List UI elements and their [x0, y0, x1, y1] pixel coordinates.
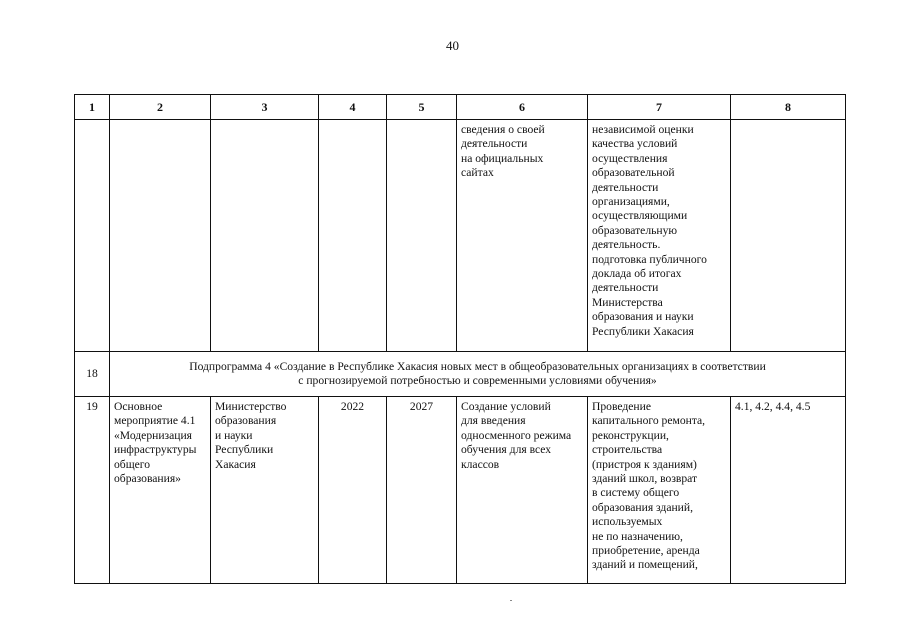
header-cell: 2 — [110, 95, 211, 120]
cell-empty — [75, 120, 110, 352]
scan-speck — [510, 600, 512, 601]
cell-empty — [211, 120, 319, 352]
header-cell: 1 — [75, 95, 110, 120]
cell-measure: Основное мероприятие 4.1 «Модернизация инфраструктуры общего образования» — [110, 397, 211, 584]
row-number: 19 — [75, 397, 110, 584]
cell-indicators: 4.1, 4.2, 4.4, 4.5 — [731, 397, 846, 584]
program-table — [74, 94, 846, 584]
header-cell: 6 — [457, 95, 588, 120]
header-cell: 5 — [387, 95, 457, 120]
cell-result: Создание условий для введения односменного режима обучения для всех классов — [457, 397, 588, 584]
cell-activities: Проведение капитального ремонта, реконструкции, строительства (пристроя к зданиям) зданий школ, возврат в систему общего образования зданий, используемых не по назначению, приобретение, аренда зданий и помещений, — [588, 397, 731, 584]
table-row — [75, 397, 846, 584]
header-cell: 7 — [588, 95, 731, 120]
cell-empty — [110, 120, 211, 352]
header-cell: 8 — [731, 95, 846, 120]
row-number: 18 — [75, 352, 110, 397]
cell-empty — [731, 120, 846, 352]
cell-activities: независимой оценки качества условий осуществления образовательной деятельности организациями, осуществляющими образовательную деятельность. подготовка публичного доклада об итогах деятельности Министерства образования и науки Республики Хакасия — [588, 120, 731, 352]
cell-empty — [387, 120, 457, 352]
cell-result: сведения о своей деятельности на официальных сайтах — [457, 120, 588, 352]
header-cell: 3 — [211, 95, 319, 120]
cell-empty — [319, 120, 387, 352]
cell-executor: Министерство образования и науки Республики Хакасия — [211, 397, 319, 584]
subprogram-row — [75, 352, 846, 397]
subprogram-title: Подпрограмма 4 «Создание в Республике Хакасия новых мест в общеобразовательных организациях в соответствии с прогнозируемой потребностью и современными условиями обучения» — [110, 352, 846, 397]
cell-end-year: 2027 — [387, 397, 457, 584]
page-number: 40 — [446, 38, 459, 53]
header-cell: 4 — [319, 95, 387, 120]
header-row — [75, 95, 846, 120]
cell-start-year: 2022 — [319, 397, 387, 584]
table-row — [75, 120, 846, 352]
